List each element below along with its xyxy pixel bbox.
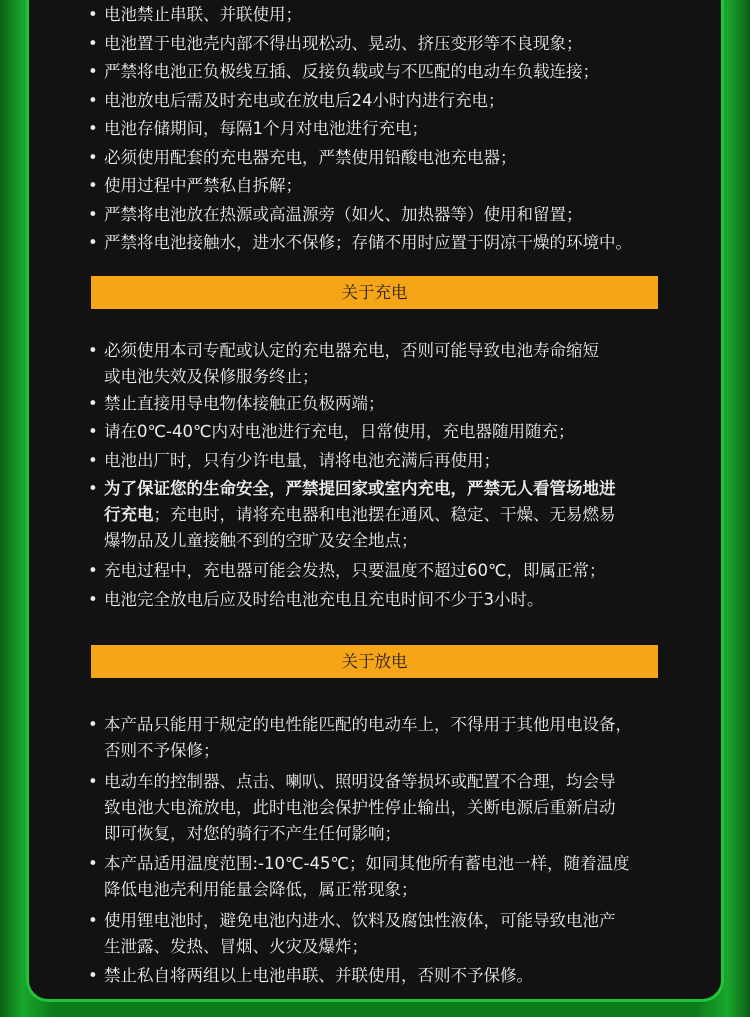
list-item: • 严禁将电池接触水，进水不保修；存储不用时应置于阴凉干燥的环境中。	[88, 230, 688, 259]
bullet-icon: •	[88, 62, 98, 81]
bullet-icon: •	[88, 911, 98, 930]
list-item: • 严禁将电池正负极线互插、反接负载或与不匹配的电动车负载连接；	[88, 59, 688, 88]
bullet-icon: •	[88, 590, 98, 609]
bullet-icon: •	[88, 341, 98, 360]
bullet-icon: •	[88, 90, 98, 110]
list-item: • 电池禁止串联、并联使用；	[88, 2, 688, 31]
bullet-icon: •	[88, 176, 98, 195]
list-item: • 使用过程中严禁私自拆解；	[88, 173, 688, 202]
list-item: • 为了保证您的生命安全，严禁提回家或室内充电，严禁无人看管场地进 行充电；充电时，请将充电器和电池摆在通风、稳定、干燥、无易燃易 爆物品及儿童接触不到的空旷及安全地点；	[88, 476, 688, 558]
bullet-icon: •	[88, 33, 98, 53]
list-item: • 电池放电后需及时充电或在放电后24小时内进行充电；	[88, 88, 688, 117]
list-item: • 电动车的控制器、点击、喇叭、照明设备等损坏或配置不合理，均会导 致电池大电流放电，此时电池会保护性停止输出，关断电源后重新启动 即可恢复，对您的骑行不产生任何影响；	[88, 769, 688, 851]
charging-section-header: 关于充电	[91, 276, 658, 309]
bullet-icon: •	[88, 204, 98, 224]
bullet-icon: •	[88, 561, 98, 580]
list-item: • 严禁将电池放在热源或高温源旁（如火、加热器等）使用和留置；	[88, 202, 688, 231]
bullet-icon: •	[88, 772, 98, 791]
list-item: • 本产品适用温度范围:-10℃-45℃；如同其他所有蓄电池一样，随着温度 降低电池壳利用能量会降低，属正常现象；	[88, 851, 688, 908]
list-item: • 必须使用配套的充电器充电，严禁使用铅酸电池充电器；	[88, 145, 688, 174]
charging-list	[88, 338, 688, 615]
list-item: • 请在0℃-40℃内对电池进行充电，日常使用，充电器随用随充；	[88, 419, 688, 448]
bullet-icon: •	[88, 479, 98, 498]
bullet-icon: •	[88, 422, 98, 441]
bullet-icon: •	[88, 451, 98, 470]
bullet-icon: •	[88, 233, 98, 252]
list-item: • 电池置于电池壳内部不得出现松动、晃动、挤压变形等不良现象；	[88, 31, 688, 60]
bullet-icon: •	[88, 715, 98, 734]
bullet-icon: •	[88, 966, 98, 985]
battery-usage-list	[88, 2, 688, 259]
list-item: • 使用锂电池时，避免电池内进水、饮料及腐蚀性液体，可能导致电池产 生泄露、发热、冒烟、火灾及爆炸；	[88, 908, 688, 963]
list-item: • 充电过程中，充电器可能会发热，只要温度不超过60℃，即属正常；	[88, 558, 688, 587]
bullet-icon: •	[88, 394, 98, 413]
bullet-icon: •	[88, 854, 98, 873]
list-item: • 电池存储期间，每隔1个月对电池进行充电；	[88, 116, 688, 145]
list-item: • 本产品只能用于规定的电性能匹配的电动车上，不得用于其他用电设备， 否则不予保修；	[88, 712, 688, 769]
list-item: • 电池完全放电后应及时给电池充电且充电时间不少于3小时。	[88, 587, 688, 615]
list-item: • 禁止直接用导电物体接触正负极两端；	[88, 391, 688, 419]
discharging-section-header: 关于放电	[91, 645, 658, 678]
bullet-icon: •	[88, 119, 98, 138]
bullet-icon: •	[88, 5, 98, 24]
bullet-icon: •	[88, 147, 98, 167]
list-item: • 电池出厂时，只有少许电量，请将电池充满后再使用；	[88, 448, 688, 476]
list-item: • 必须使用本司专配或认定的充电器充电，否则可能导致电池寿命缩短 或电池失效及保修服务终止；	[88, 338, 688, 391]
discharging-list	[88, 712, 688, 991]
list-item: • 禁止私自将两组以上电池串联、并联使用，否则不予保修。	[88, 963, 688, 991]
